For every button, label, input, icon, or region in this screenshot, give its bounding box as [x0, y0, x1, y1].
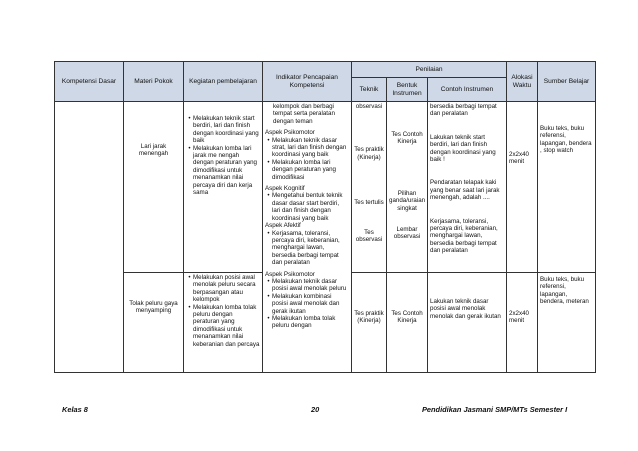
bullet-icon: •: [267, 314, 270, 322]
bullet-icon: •: [267, 277, 270, 285]
sumber-cell: [538, 102, 596, 273]
teknik-cell: [352, 102, 387, 273]
kegiatan-cell: [184, 273, 263, 373]
alokasi-cell: [507, 102, 538, 273]
bullet-icon: •: [188, 144, 191, 152]
bentuk-text: Lembar observasi: [393, 226, 421, 241]
aspek-afektif-title: Aspek Afektif: [265, 222, 301, 230]
kegiatan-item: Melakukan teknik start berdiri, lari dan finish dengan koordinasi yang baik: [193, 115, 259, 145]
contoh-text: Lakukan teknik dasar posisi awal menolak menolak dan gerak ikutan: [430, 298, 501, 320]
bullet-icon: •: [188, 115, 191, 122]
alokasi-text: 2x2x40 menit: [509, 310, 529, 325]
materi-cell: [124, 273, 184, 373]
bullet-icon: •: [188, 303, 191, 311]
bullet-icon: •: [267, 292, 270, 300]
contoh-text: bersedia berbagi tempat dan peralatan: [430, 103, 497, 118]
alokasi-text: 2x2x40 menit: [509, 151, 529, 166]
bentuk-cell: [387, 273, 428, 373]
indikator-item: Melakukan teknik dasar strat, lari dan finish dengan koordinasi yang baik: [272, 136, 347, 159]
alokasi-cell: [507, 273, 538, 373]
teknik-text: Tes tertulis: [354, 199, 384, 207]
aspek-kognitif-title: Aspek Kognitif: [265, 185, 305, 193]
kompetensi-dasar-cell: [55, 102, 124, 373]
indikator-item: Melakukan kombinasi posisi awal menolak dan gerak ikutan: [272, 292, 340, 315]
kegiatan-item: Melakukan posisi awal menolak peluru secara berpasangan atau kelompok: [193, 274, 256, 304]
header-sumber: Sumber Belajar: [538, 62, 596, 102]
bentuk-text: Pilihan ganda/uraian singkat: [389, 189, 426, 212]
contoh-text: Lakukan teknik start berdiri, lari dan finish dengan koordinasi yang baik !: [430, 133, 496, 164]
sumber-text: Buku teks, buku referensi, lapangan, bendera, meteran: [540, 276, 589, 306]
teknik-text: Tes observasi: [355, 228, 383, 244]
kegiatan-cell: [184, 102, 263, 273]
contoh-text: Kerjasama, toleransi, percaya diri, keberanian, menghargai lawan, bersedia berbagi tempat dan peralatan: [430, 217, 498, 255]
teknik-text: Tes praktik (Kinerja): [354, 146, 384, 161]
materi-text: Lari jarak menengah: [138, 143, 169, 158]
bentuk-text: Tes Contoh Kinerja: [391, 131, 423, 146]
teknik-cell: [352, 273, 387, 373]
indikator-text: kelompok dan berbagi tempat serta peralatan dengan teman: [273, 103, 335, 125]
header-indikator: Indikator Pencapaian Kompetensi: [263, 62, 352, 102]
teknik-text: Tes praktik (Kinerja): [354, 310, 384, 325]
header-bentuk: Bentuk Instrumen: [387, 78, 428, 102]
indikator-item: Melakukan teknik dasar posisi awal menolak peluru: [272, 277, 347, 293]
bullet-icon: •: [267, 158, 270, 166]
rpp-table: [54, 61, 596, 373]
contoh-cell: [428, 273, 507, 373]
materi-cell: [124, 102, 184, 273]
header-penilaian: Penilaian: [352, 62, 507, 78]
header-materi-pokok: Materi Pokok: [124, 62, 184, 102]
aspek-psikomotor-title: Aspek Psikomotor: [265, 270, 315, 278]
header-kompetensi-dasar: Kompetensi Dasar: [55, 62, 124, 102]
indikator-item: Melakukan lomba lari dengan peraturan yang dimodifikasi: [272, 158, 336, 181]
header-contoh: Contoh Instrumen: [428, 78, 507, 102]
footer-book-title: Pendidikan Jasmani SMP/MTs Semester I: [422, 405, 568, 414]
indikator-item: Melakukan lomba tolak peluru dengan: [272, 314, 336, 330]
bullet-icon: •: [267, 136, 270, 144]
contoh-text: Pendaratan telapak kaki yang benar saat lari jarak menengah, adalah ....: [430, 179, 500, 202]
footer-class-label: Kelas 8: [62, 405, 88, 414]
sumber-text: Buku teks, buku referensi, lapangan, bendera , stop watch: [540, 125, 592, 155]
header-alokasi: Alokasi Waktu: [507, 62, 538, 102]
bullet-icon: •: [267, 192, 270, 200]
bullet-icon: •: [267, 229, 270, 237]
footer-page-number: 20: [311, 405, 320, 414]
indikator-item: Kerjasama, toleransi, percaya diri, keberanian, menghargai lawan, bersedia berbagi tempat dan peralatan: [272, 229, 340, 267]
table-row: [55, 102, 596, 273]
contoh-cell: [428, 102, 507, 273]
bentuk-text: Tes Contoh Kinerja: [391, 310, 423, 325]
materi-text: Tolak peluru gaya menyamping: [129, 300, 178, 315]
kegiatan-item: Melakukan lomba tolak peluru dengan peraturan yang dimodifikasi untuk menanamkan nilai keberanian dan percaya: [193, 303, 260, 348]
bentuk-cell: [387, 102, 428, 273]
header-kegiatan: Kegiatan pembelajaran: [184, 62, 263, 102]
teknik-text: observasi: [355, 103, 383, 110]
indikator-cell: [263, 102, 352, 373]
kegiatan-item: Melakukan lomba lari jarak me nengah dengan peraturan yang dimodifikasi untuk menanamkan nilai percaya diri dan kerja sama: [193, 144, 257, 197]
aspek-psikomotor-title: Aspek Psikomotor: [265, 129, 315, 137]
bullet-icon: •: [188, 274, 191, 281]
indikator-item: Mengetahui bentuk teknik dasar dasar start berdiri, lari dan finish dengan koordinasi yang baik: [272, 192, 343, 222]
header-teknik: Teknik: [352, 78, 387, 102]
sumber-cell: [538, 273, 596, 373]
